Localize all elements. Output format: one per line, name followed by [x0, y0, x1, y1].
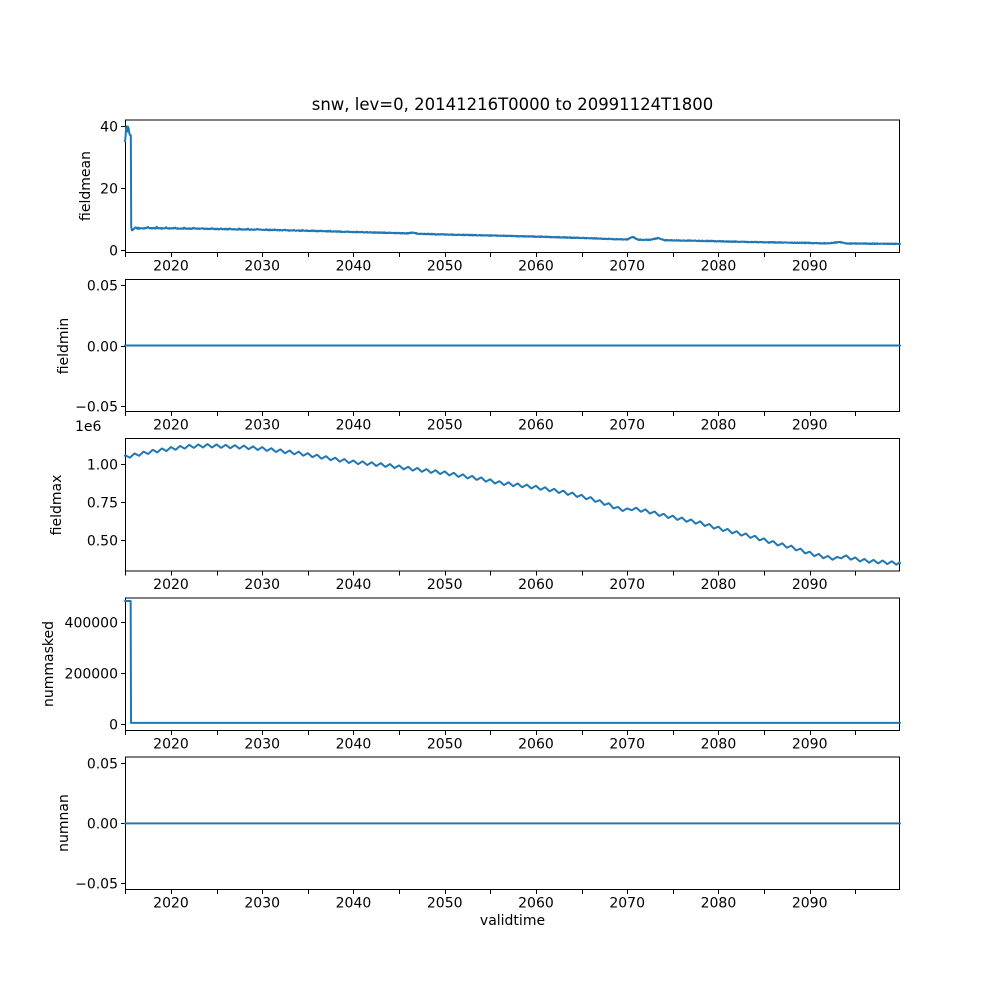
nummasked-x-tick-label: 2040 — [335, 736, 372, 753]
fieldmean-x-tick-label: 2080 — [700, 258, 737, 275]
nummasked-x-tick-label: 2070 — [609, 736, 646, 753]
fieldmax-y-tick-label: 1.00 — [86, 457, 118, 474]
fieldmax-x-tick-label: 2050 — [426, 577, 463, 593]
numnan-y-tick-label: 0.00 — [86, 816, 118, 833]
fieldmean-x-ticks — [126, 253, 856, 275]
fieldmax-x-tick-label: 2030 — [244, 577, 281, 593]
xlabel-validtime: validtime — [479, 913, 546, 929]
fieldmax-x-tick-label: 2060 — [518, 577, 554, 593]
ylabel-numnan: numnan — [56, 794, 72, 852]
fieldmean-x-tick-label: 2070 — [609, 258, 646, 275]
panel-fieldmax — [87, 439, 900, 593]
fieldmax-x-tick-label: 2090 — [791, 577, 828, 593]
fieldmin-x-tick-label: 2060 — [518, 417, 554, 434]
fieldmean-x-tick-label: 2040 — [335, 258, 372, 275]
fieldmax-series-line — [125, 444, 900, 565]
fieldmin-y-tick-label: −0.05 — [75, 399, 118, 416]
numnan-x-tick-label: 2020 — [153, 895, 189, 912]
fieldmin-x-tick-label: 2080 — [700, 417, 737, 434]
numnan-x-tick-label: 2090 — [791, 895, 828, 912]
panel-fieldmean — [100, 120, 900, 275]
nummasked-x-tick-label: 2020 — [153, 736, 189, 753]
fieldmax-x-ticks — [126, 572, 856, 594]
fieldmin-x-tick-label: 2070 — [609, 417, 646, 434]
figure-title: snw, lev=0, 20141216T0000 to 20991124T1800 — [311, 95, 714, 114]
numnan-x-tick-label: 2080 — [700, 895, 737, 912]
nummasked-x-tick-label: 2060 — [518, 736, 554, 753]
nummasked-y-tick-label: 0 — [109, 717, 118, 734]
numnan-y-ticks — [75, 757, 125, 893]
fieldmean-x-tick-label: 2020 — [153, 258, 189, 275]
numnan-x-tick-label: 2060 — [518, 895, 554, 912]
fieldmin-y-tick-label: 0.05 — [86, 278, 118, 295]
fieldmean-y-tick-label: 0 — [109, 243, 118, 260]
fieldmax-y-tick-label: 0.75 — [86, 495, 118, 512]
fieldmin-x-tick-label: 2050 — [426, 417, 463, 434]
nummasked-y-tick-label: 200000 — [64, 666, 118, 683]
fieldmax-x-tick-label: 2070 — [609, 577, 646, 593]
fieldmin-x-tick-label: 2040 — [335, 417, 372, 434]
nummasked-x-tick-label: 2080 — [700, 736, 737, 753]
numnan-x-ticks — [126, 890, 856, 912]
fieldmean-y-tick-label: 40 — [100, 119, 118, 136]
numnan-y-tick-label: −0.05 — [75, 876, 118, 893]
numnan-y-tick-label: 0.05 — [86, 756, 118, 773]
fieldmax-y-ticks — [87, 458, 125, 550]
panel-fieldmin — [75, 279, 900, 434]
fieldmean-y-tick-label: 20 — [100, 181, 118, 198]
numnan-x-tick-label: 2040 — [335, 895, 372, 912]
fieldmin-x-tick-label: 2090 — [791, 417, 828, 434]
fieldmax-x-tick-label: 2080 — [700, 577, 737, 593]
nummasked-x-tick-label: 2030 — [244, 736, 281, 753]
numnan-x-tick-label: 2050 — [426, 895, 463, 912]
fieldmin-x-tick-label: 2030 — [244, 417, 281, 434]
fieldmin-x-tick-label: 2020 — [153, 417, 189, 434]
ylabel-fieldmax: fieldmax — [49, 474, 65, 536]
panel-numnan — [75, 757, 900, 912]
fieldmax-x-tick-label: 2020 — [153, 577, 189, 593]
fieldmax-x-tick-label: 2040 — [335, 577, 372, 593]
nummasked-x-ticks — [126, 731, 856, 753]
fieldmin-y-ticks — [75, 279, 125, 416]
fieldmax-y-tick-label: 0.50 — [86, 533, 118, 550]
nummasked-axes-box — [126, 598, 900, 730]
numnan-x-tick-label: 2070 — [609, 895, 646, 912]
fieldmean-x-tick-label: 2050 — [426, 258, 463, 275]
nummasked-x-tick-label: 2090 — [791, 736, 828, 753]
fieldmin-x-ticks — [126, 412, 856, 434]
nummasked-x-tick-label: 2050 — [426, 736, 463, 753]
nummasked-series-line — [125, 601, 900, 723]
offset-text-1e6: 1e6 — [75, 419, 102, 435]
numnan-x-tick-label: 2030 — [244, 895, 281, 912]
fieldmean-series-line — [125, 126, 900, 244]
ylabel-nummasked: nummasked — [41, 620, 57, 708]
nummasked-y-tick-label: 400000 — [64, 615, 118, 632]
fieldmean-x-tick-label: 2090 — [791, 258, 828, 275]
fieldmean-x-tick-label: 2060 — [518, 258, 554, 275]
fieldmax-axes-box — [126, 439, 900, 571]
fieldmean-x-tick-label: 2030 — [244, 258, 281, 275]
ylabel-fieldmean: fieldmean — [78, 151, 94, 221]
nummasked-y-ticks — [65, 616, 125, 734]
fieldmean-y-ticks — [100, 120, 125, 260]
fieldmean-axes-box — [126, 120, 900, 252]
panel-nummasked — [65, 598, 900, 752]
ylabel-fieldmin: fieldmin — [56, 317, 72, 375]
fieldmin-y-tick-label: 0.00 — [86, 339, 118, 356]
